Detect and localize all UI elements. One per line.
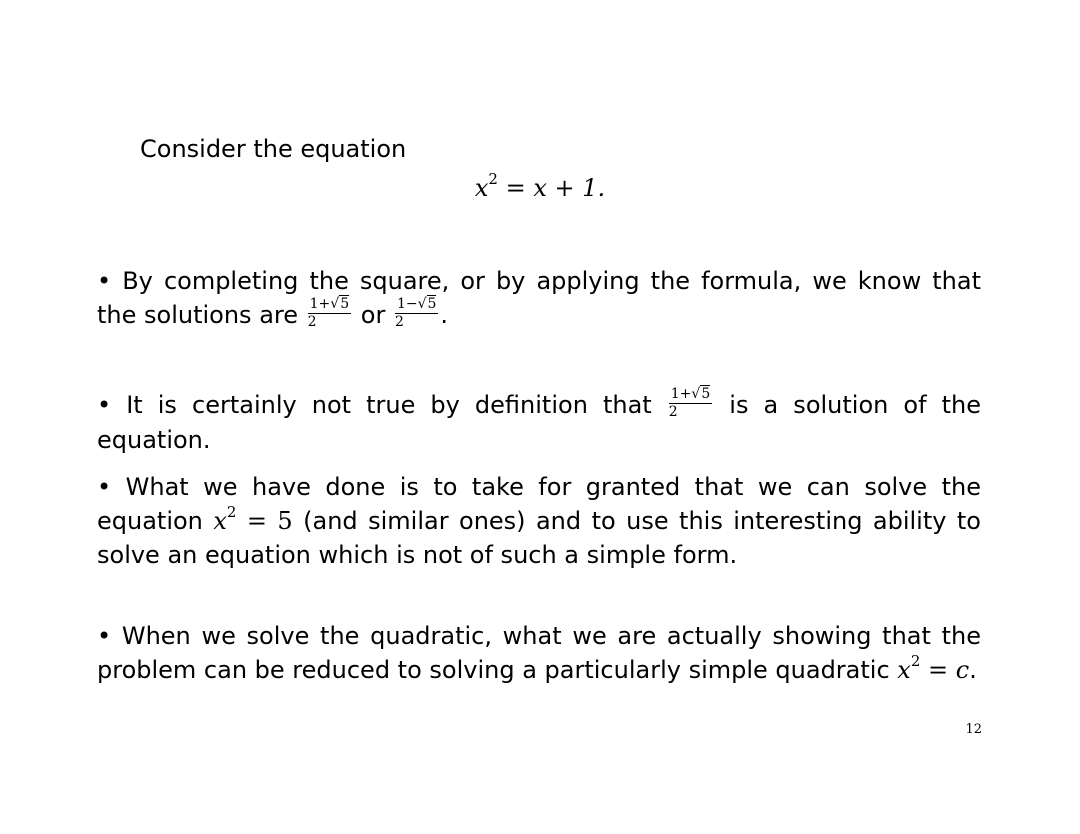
p1-text-a: By completing the square, or by applying the formula, we know that the solutions are <box>97 267 981 329</box>
paragraph-quadratic <box>97 619 981 687</box>
frac-den: 2 <box>307 313 317 330</box>
p1-text-c: . <box>440 301 449 329</box>
page-number: 12 <box>965 722 982 737</box>
frac-den: 2 <box>394 313 404 330</box>
p4-text-a: When we solve the quadratic, what we are actually showing that the problem can be reduced to solving a particularly simple quadratic <box>97 622 981 684</box>
inline-equation <box>897 652 970 684</box>
eq-lhs-var: x <box>474 174 489 202</box>
paragraph-granted <box>97 470 981 572</box>
frac-num: 1−√ <box>396 295 427 312</box>
bullet-marker: • <box>97 391 112 419</box>
p1-text-b: or <box>353 301 393 329</box>
frac-radicand: 5 <box>340 295 350 312</box>
inline-equation <box>213 503 293 535</box>
p2-text-a: It is certainly not true by definition that <box>111 391 667 419</box>
bullet-marker: • <box>97 622 112 650</box>
math-exponent: 2 <box>226 503 237 521</box>
eq-rest: = x + 1. <box>497 174 606 202</box>
p4-text-b: . <box>969 656 977 684</box>
intro-text: Consider the equation <box>140 135 407 163</box>
p2-text-b: is a solution of the equation. <box>97 391 981 454</box>
fraction-positive-root <box>669 387 712 420</box>
p3-text-b: (and similar ones) and to use this interesting ability to solve an equation which is not of such a simple form. <box>97 507 981 569</box>
eq-lhs-exponent: 2 <box>488 170 498 188</box>
bullet-marker: • <box>97 267 112 295</box>
p3-text-a: What we have done is to take for granted that we can solve the equation <box>97 473 981 535</box>
paragraph-definition <box>97 385 981 457</box>
display-equation <box>0 171 1080 205</box>
frac-num: 1+√ <box>670 385 701 402</box>
math-rest: = 5 <box>236 507 293 535</box>
frac-radicand: 5 <box>427 295 437 312</box>
math-var: x <box>213 507 227 535</box>
frac-radicand: 5 <box>701 385 711 402</box>
fraction-negative-root <box>395 297 438 330</box>
frac-num: 1+√ <box>309 295 340 312</box>
math-rest: = c <box>920 656 970 684</box>
bullet-marker: • <box>97 473 112 501</box>
paragraph-solutions <box>97 264 981 333</box>
fraction-positive-root <box>308 297 351 330</box>
math-exponent: 2 <box>910 652 921 670</box>
math-var: x <box>897 656 911 684</box>
frac-den: 2 <box>668 403 678 420</box>
